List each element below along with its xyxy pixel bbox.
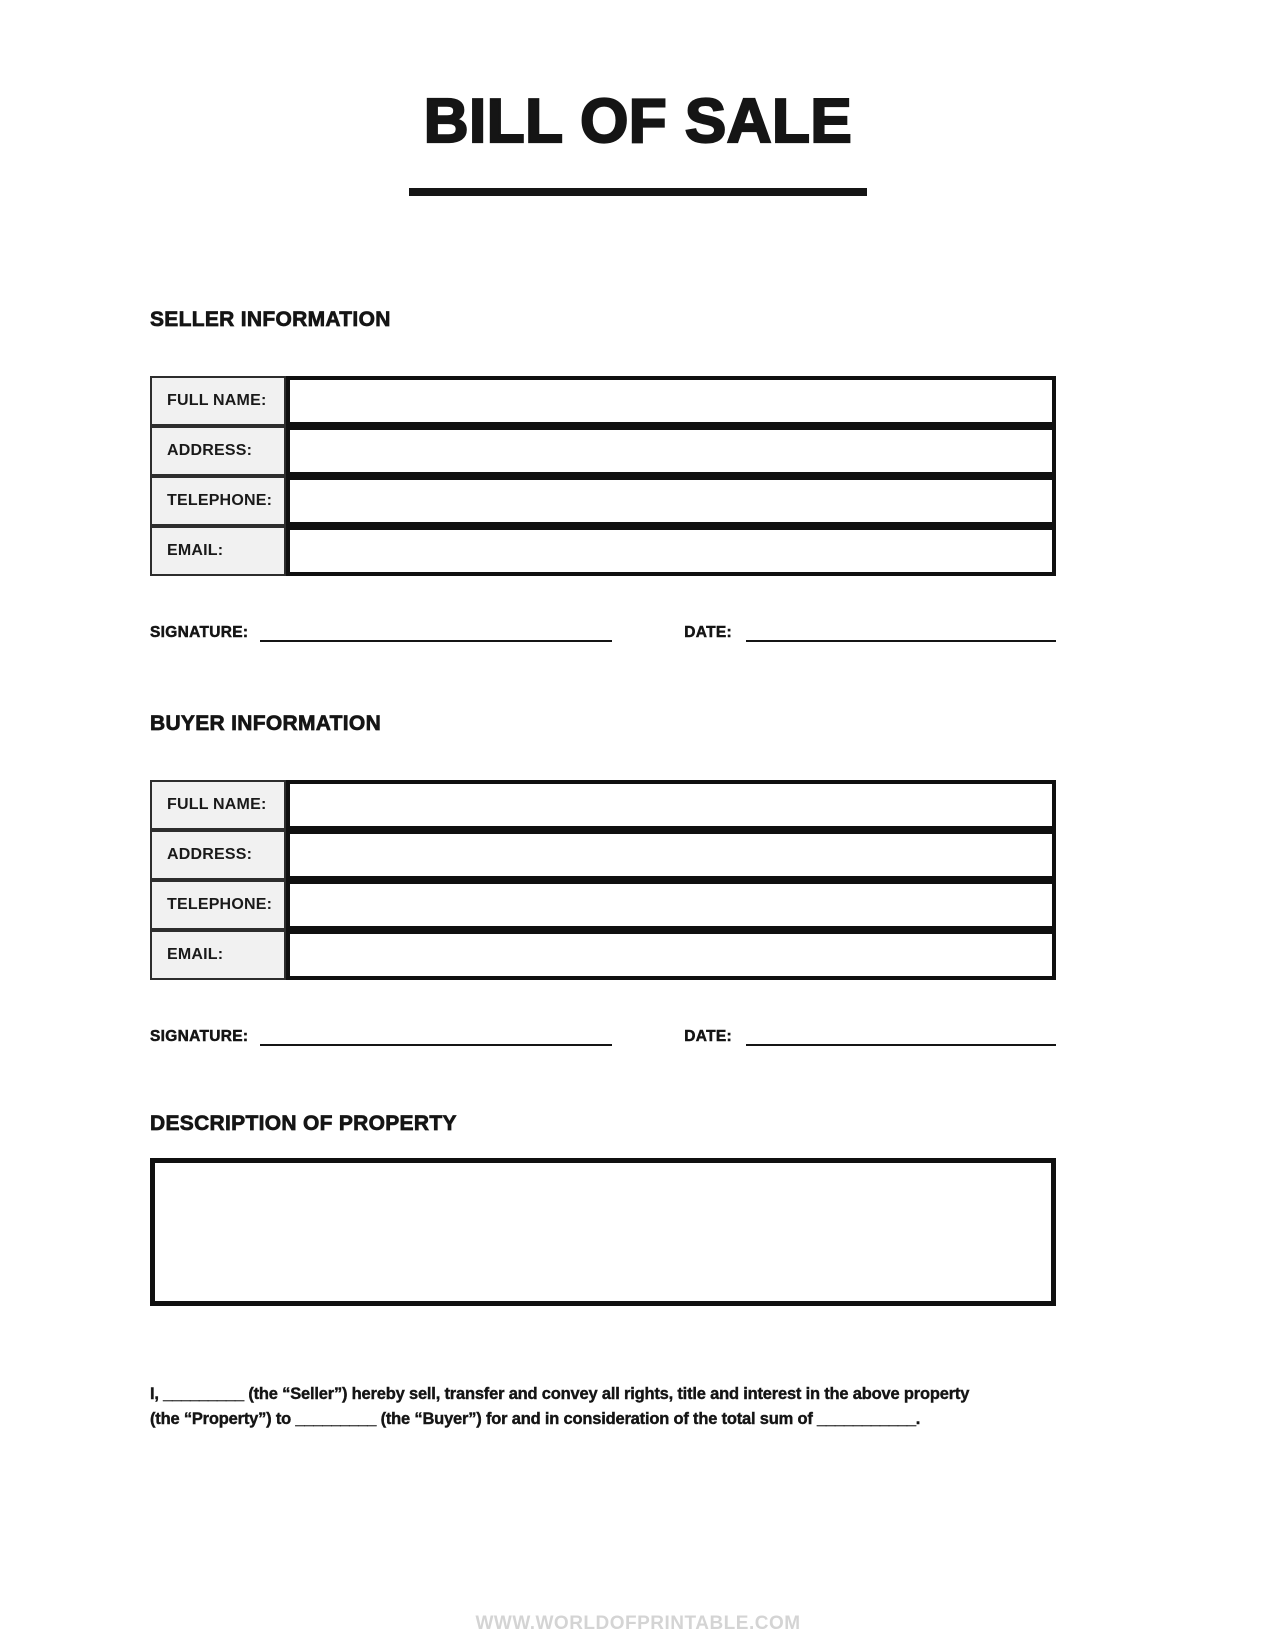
buyer-signature-line[interactable] (260, 1036, 612, 1046)
buyer-full-name-label: FULL NAME: (150, 780, 286, 830)
seller-telephone-label: TELEPHONE: (150, 476, 286, 526)
seller-telephone-input[interactable] (290, 480, 1052, 522)
seller-email-field[interactable] (286, 526, 1056, 576)
table-row (150, 526, 1056, 576)
table-row (150, 426, 1056, 476)
property-description-input[interactable] (150, 1158, 1056, 1306)
table-row (150, 376, 1056, 426)
table-row (150, 830, 1056, 880)
buyer-telephone-input[interactable] (290, 884, 1052, 926)
buyer-email-field[interactable] (286, 930, 1056, 980)
legal-text (150, 1382, 1060, 1432)
seller-section (150, 308, 1056, 642)
buyer-full-name-input[interactable] (290, 784, 1052, 826)
seller-full-name-label: FULL NAME: (150, 376, 286, 426)
seller-full-name-input[interactable] (290, 380, 1052, 422)
title-block (0, 0, 1276, 196)
buyer-section (150, 712, 1056, 1046)
legal-text-line-1: I, _________ (the “Seller”) hereby sell, transfer and convey all rights, title and interest in the above property (150, 1385, 970, 1403)
footer-url: WWW.WORLDOFPRINTABLE.COM (475, 1613, 801, 1634)
buyer-signature-label: SIGNATURE: (150, 1027, 249, 1045)
buyer-address-label: ADDRESS: (150, 830, 286, 880)
property-heading: DESCRIPTION OF PROPERTY (150, 1112, 457, 1135)
legal-text-line-2: (the “Property”) to _________ (the “Buyer”) for and in consideration of the total sum of ___________. (150, 1410, 921, 1428)
seller-date-line[interactable] (746, 632, 1056, 642)
buyer-date-label: DATE: (684, 1027, 733, 1045)
buyer-telephone-field[interactable] (286, 880, 1056, 930)
form-content (150, 308, 1056, 1432)
table-row (150, 880, 1056, 930)
page-title: BILL OF SALE (423, 87, 853, 156)
buyer-email-label: EMAIL: (150, 930, 286, 980)
buyer-heading: BUYER INFORMATION (150, 712, 382, 735)
table-row (150, 930, 1056, 980)
table-row (150, 780, 1056, 830)
seller-address-input[interactable] (290, 430, 1052, 472)
seller-signature-row (150, 616, 1056, 642)
buyer-address-input[interactable] (290, 834, 1052, 876)
property-section (150, 1112, 1056, 1306)
buyer-email-input[interactable] (290, 934, 1052, 976)
seller-heading: SELLER INFORMATION (150, 308, 391, 331)
seller-telephone-field[interactable] (286, 476, 1056, 526)
buyer-table (150, 780, 1056, 980)
table-row (150, 476, 1056, 526)
seller-signature-line[interactable] (260, 632, 612, 642)
seller-full-name-field[interactable] (286, 376, 1056, 426)
seller-email-label: EMAIL: (150, 526, 286, 576)
buyer-telephone-label: TELEPHONE: (150, 880, 286, 930)
buyer-date-line[interactable] (746, 1036, 1056, 1046)
buyer-signature-row (150, 1020, 1056, 1046)
seller-signature-label: SIGNATURE: (150, 623, 249, 641)
title-underline-rule (409, 188, 867, 196)
seller-address-field[interactable] (286, 426, 1056, 476)
seller-address-label: ADDRESS: (150, 426, 286, 476)
seller-table (150, 376, 1056, 576)
seller-date-label: DATE: (684, 623, 733, 641)
seller-email-input[interactable] (290, 530, 1052, 572)
buyer-address-field[interactable] (286, 830, 1056, 880)
buyer-full-name-field[interactable] (286, 780, 1056, 830)
